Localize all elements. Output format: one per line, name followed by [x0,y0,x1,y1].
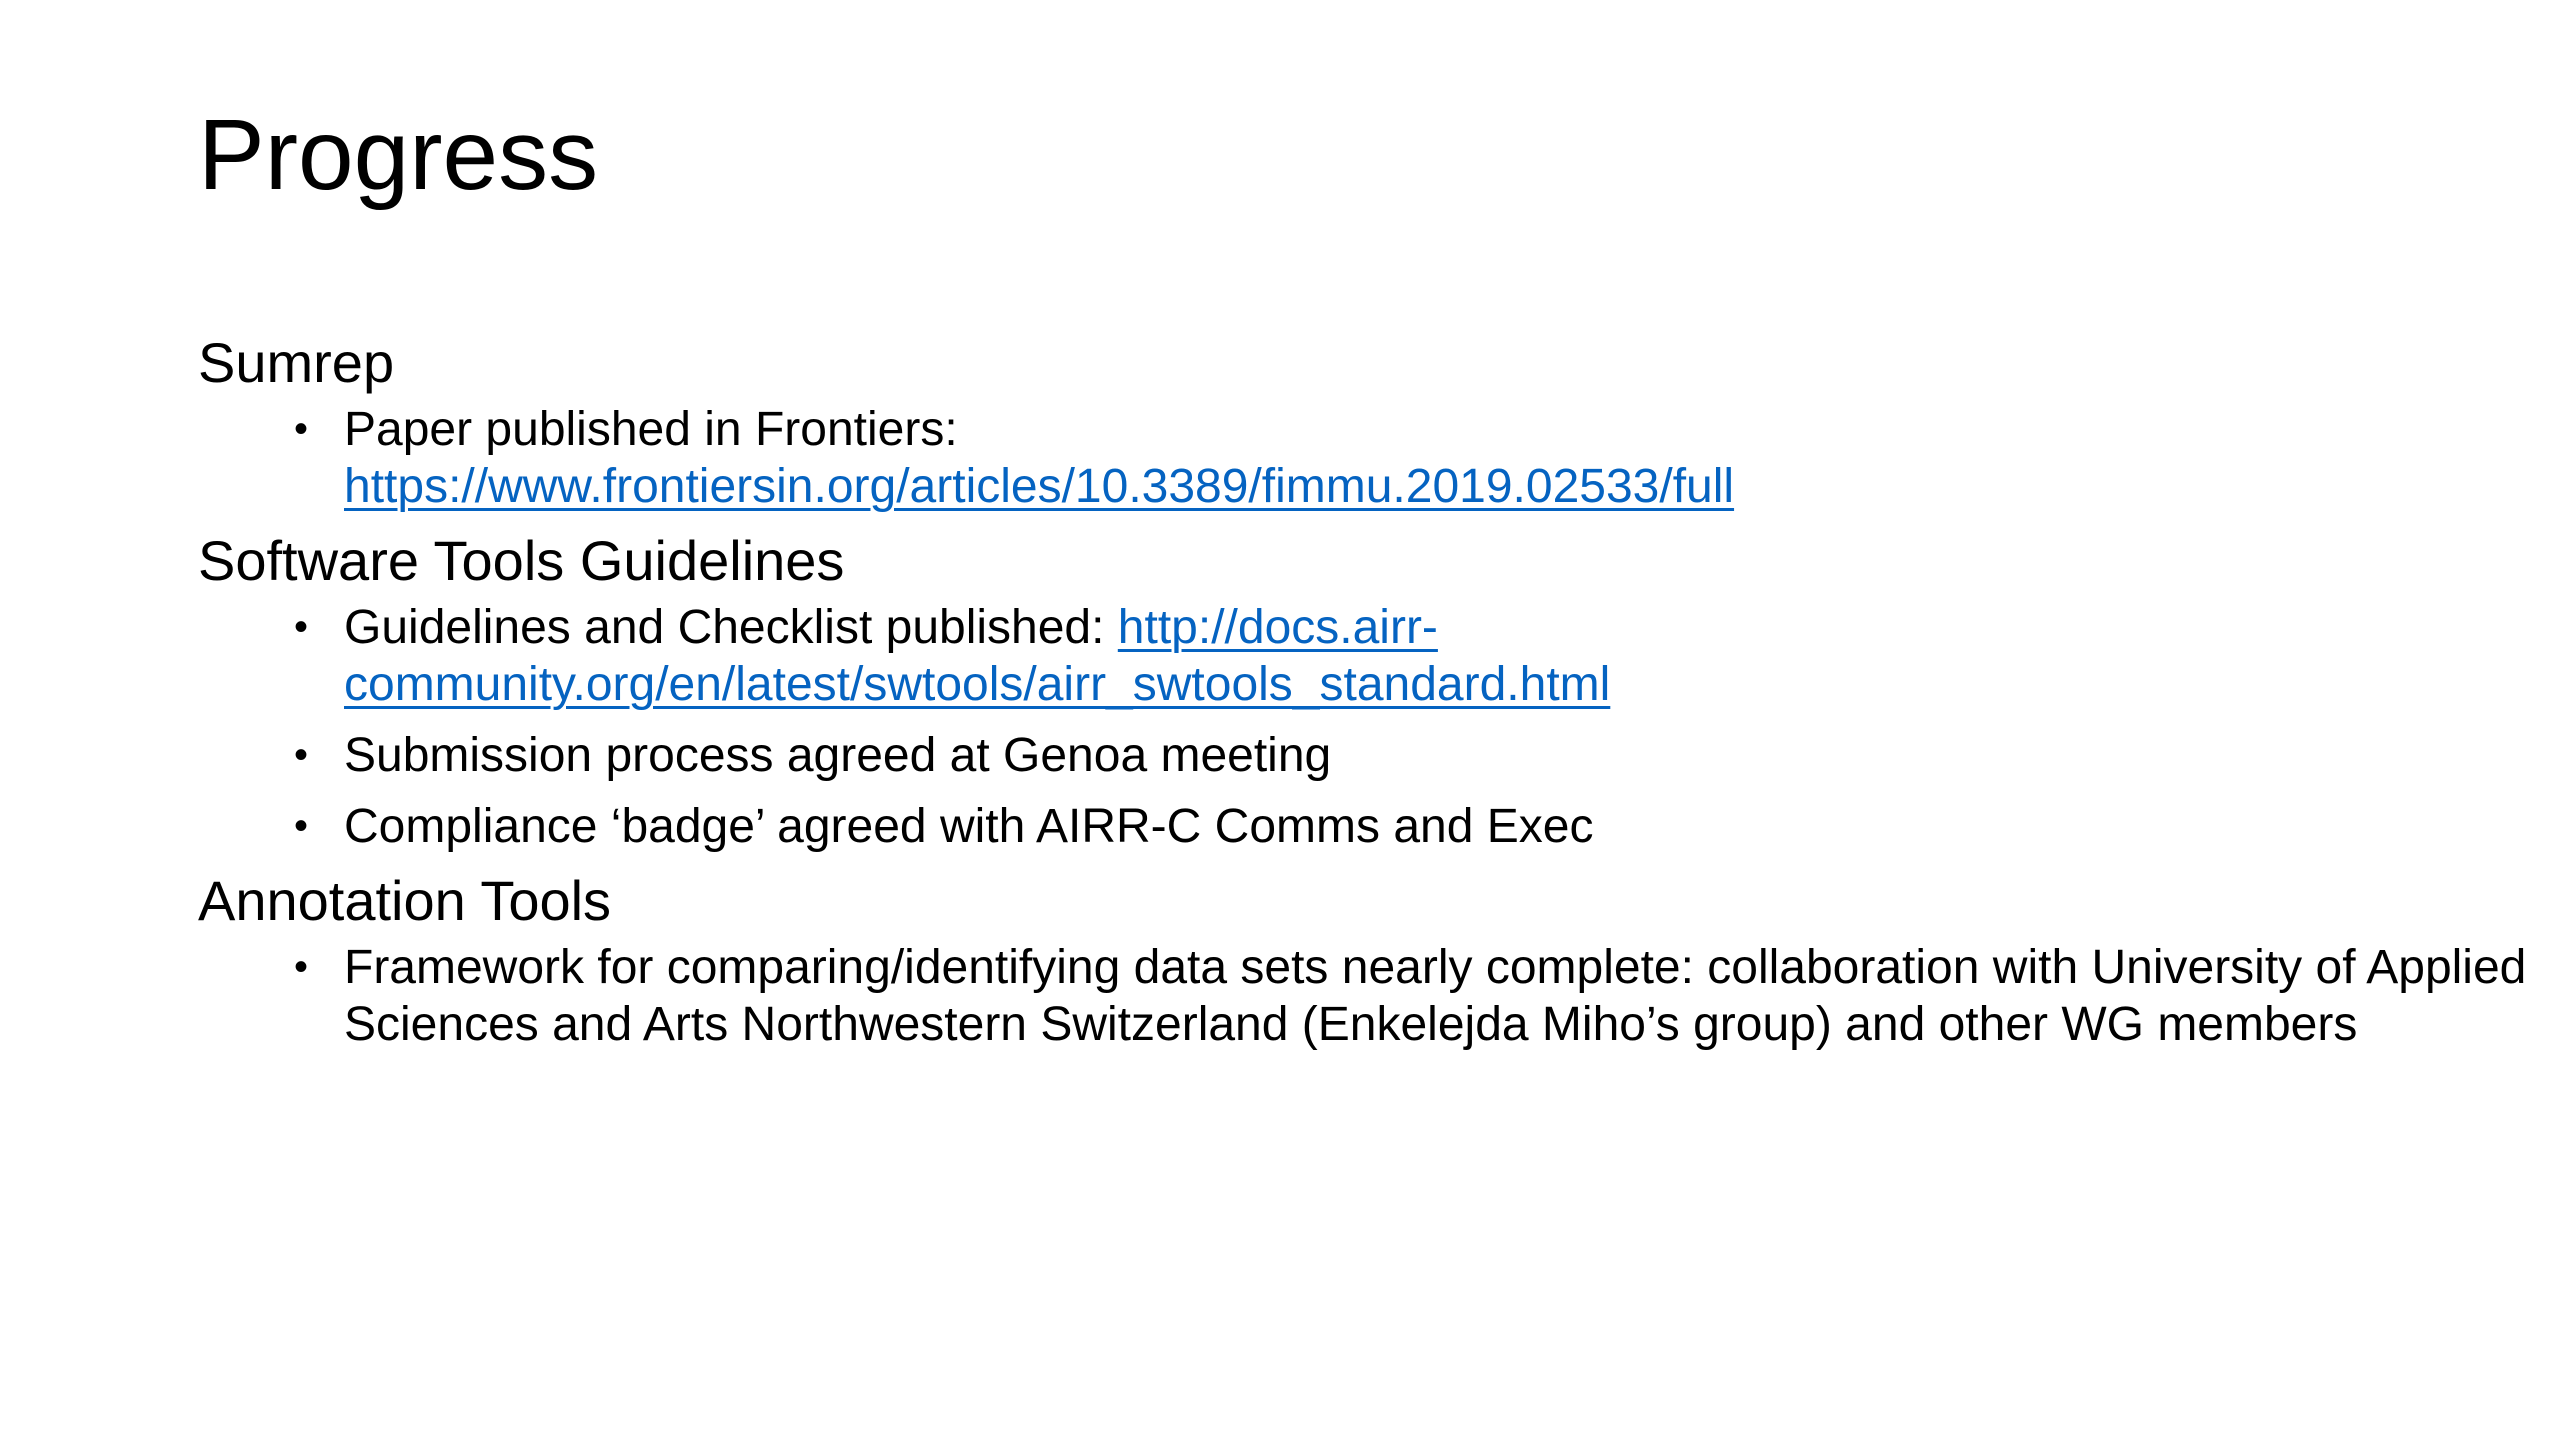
bullet-framework-comparing [198,939,2544,1053]
section-annotation-tools [198,869,2527,1053]
bullet-guidelines-published [198,599,2438,713]
section-software-tools-guidelines [198,529,2438,855]
bullet-compliance-badge [198,798,2438,855]
bullet-text: Submission process agreed at Genoa meeting [344,729,1332,782]
bullet-text: Framework for comparing/identifying data sets nearly complete: collaboration with University of Applied Sciences and Arts Northwestern Switzerland (Enkelejda Miho’s group) and other WG members [344,941,2527,1051]
bullet-text: Paper published in Frontiers: [344,403,958,456]
airr-swtools-link-part2[interactable]: community.org/en/latest/swtools/airr_swtools_standard.html [344,658,1611,711]
airr-swtools-link-part1[interactable]: http://docs.airr- [1117,601,1438,654]
frontiers-article-link[interactable]: https://www.frontiersin.org/articles/10.3389/fimmu.2019.02533/full [344,460,1735,513]
slide-content [198,331,2527,1071]
section-sumrep [198,331,2438,515]
bullet-text: Compliance ‘badge’ agreed with AIRR-C Comms and Exec [344,800,1594,853]
bullet-list-software-tools [198,599,2438,855]
bullet-list-annotation-tools [198,939,2527,1053]
bullet-paper-published [198,401,2438,515]
slide-title: Progress [198,99,599,211]
section-heading-software-tools: Software Tools Guidelines [198,529,845,592]
section-heading-sumrep: Sumrep [198,331,395,394]
bullet-submission-process [198,727,2438,784]
bullet-text: Guidelines and Checklist published: [344,601,1105,654]
bullet-list-sumrep [198,401,2438,515]
section-heading-annotation-tools: Annotation Tools [198,869,612,932]
